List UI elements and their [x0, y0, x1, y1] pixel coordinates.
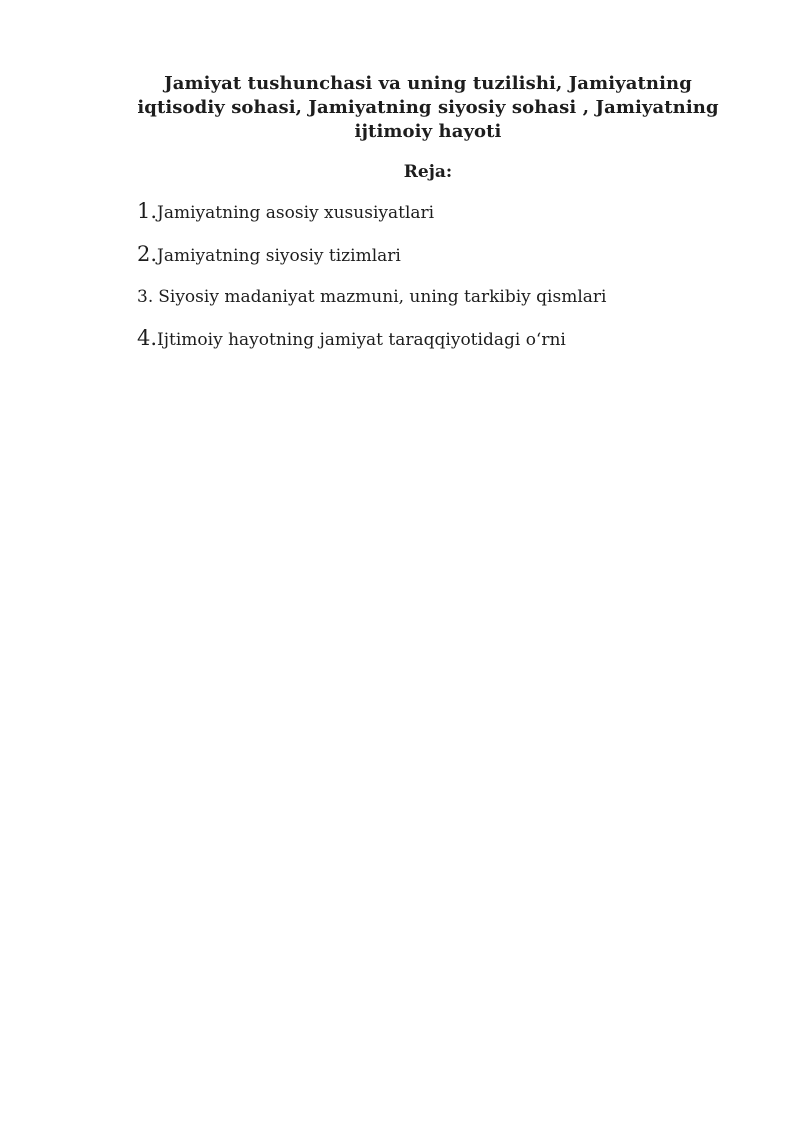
list-item-1 — [137, 199, 760, 225]
document-content — [0, 0, 800, 352]
title-line-1: Jamiyat tushunchasi va uning tuzilishi, Jamiyatning — [164, 73, 692, 94]
item-number: 3. — [137, 287, 154, 307]
title-line-3: ijtimoiy hayoti — [354, 121, 502, 142]
list-item-3 — [137, 285, 760, 309]
item-number: 4. — [137, 326, 158, 350]
plan-list — [96, 199, 760, 352]
item-number: 1. — [137, 199, 158, 223]
section-heading-reja: Reja: — [403, 162, 453, 182]
item-number: 2. — [137, 242, 158, 266]
item-text: Jamiyatning siyosiy tizimlari — [157, 246, 401, 266]
item-text: Jamiyatning asosiy xususiyatlari — [157, 203, 435, 223]
list-item-4 — [137, 326, 760, 352]
item-text: Ijtimoiy hayotning jamiyat taraqqiyotidagi oʻrni — [157, 330, 566, 350]
item-text: Siyosiy madaniyat mazmuni, uning tarkibiy qismlari — [158, 287, 607, 307]
title-line-2: iqtisodiy sohasi, Jamiyatning siyosiy sohasi , Jamiyatning — [137, 97, 719, 118]
document-title — [96, 72, 760, 144]
list-item-2 — [137, 242, 760, 268]
